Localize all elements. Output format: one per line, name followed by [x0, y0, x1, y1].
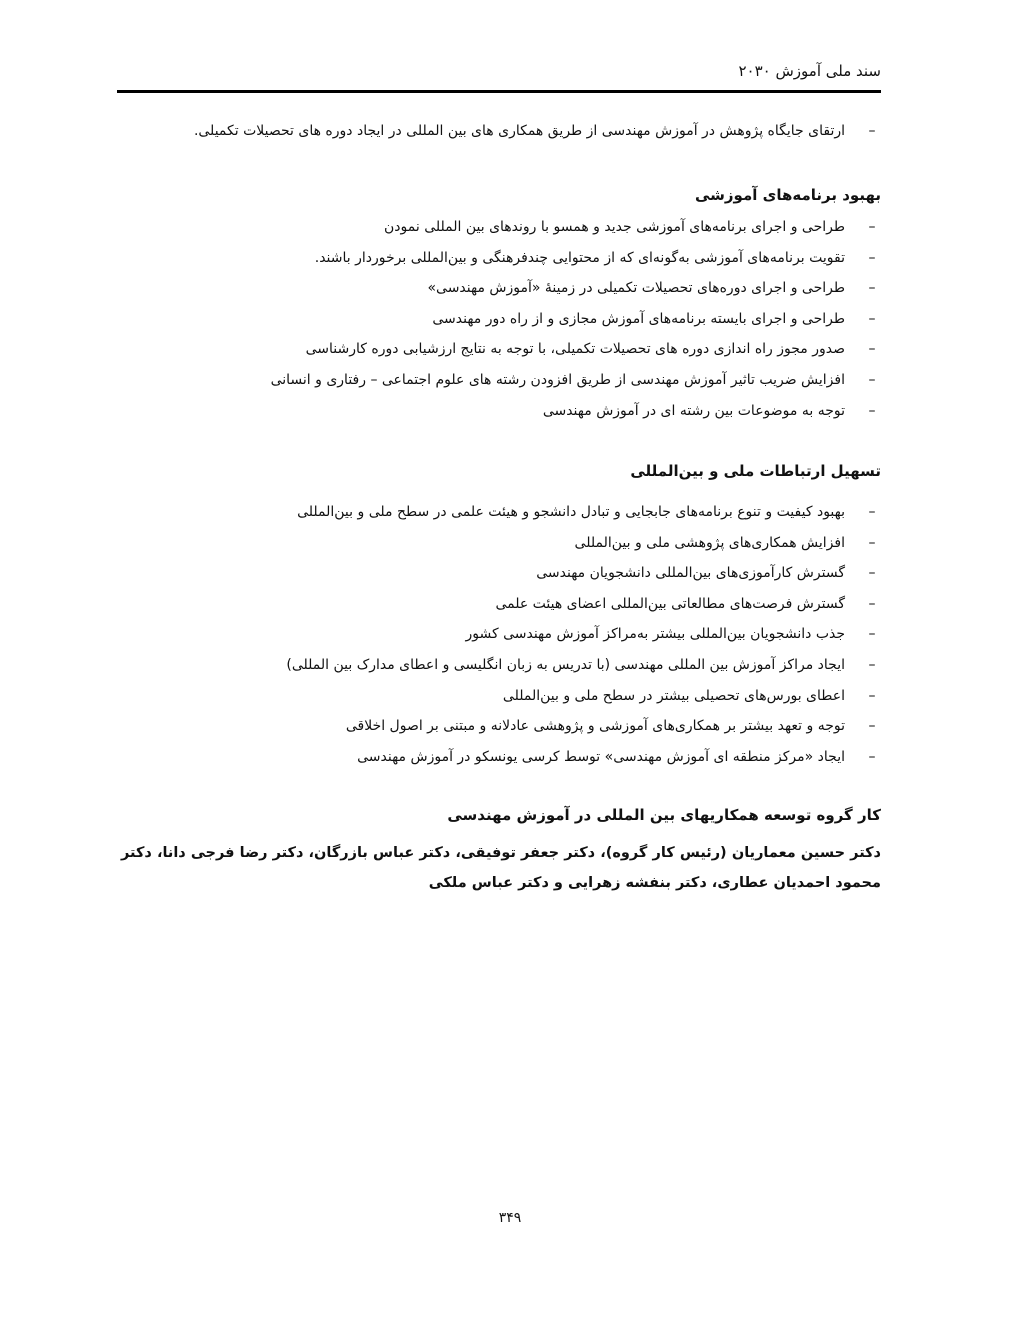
page-header: [117, 58, 881, 93]
list-item: [110, 243, 881, 274]
list-item: [110, 212, 881, 243]
list-item-text: ایجاد مراکز آموزش بین المللی مهندسی (با تدریس به زبان انگلیسی و اعطای مدارک بین المللی): [286, 656, 845, 673]
list-item-text: افزایش همکاری‌های پژوهشی ملی و بین‌المللی: [574, 534, 845, 551]
section-heading-programs: بهبود برنامه‌های آموزشی: [695, 186, 881, 204]
dash-bullet: –: [868, 626, 876, 643]
intro-list-block: [110, 116, 881, 147]
list-item-text: توجه به موضوعات بین رشته ای در آموزش مهندسی: [542, 402, 845, 419]
list-item-text: طراحی و اجرای دوره‌های تحصیلات تکمیلی در زمینهٔ «آموزش مهندسی»: [427, 280, 845, 297]
dash-bullet: –: [868, 341, 876, 358]
list-item: [110, 681, 881, 712]
list-item: [110, 304, 881, 335]
relations-list-block: [110, 497, 881, 772]
header-title: سند ملی آموزش ۲۰۳۰: [738, 62, 881, 80]
working-group-members: دکتر حسین معماریان (رئیس کار گروه)، دکتر جعفر توفیقی، دکتر عباس بازرگان، دکتر رضا فرجی دانا، دکتر محمود احمدیان عطاری، دکتر بنفشه زهرایی و دکتر عباس ملکی: [121, 845, 881, 891]
working-group-title: کار گروه توسعه همکاریهای بین المللی در آموزش مهندسی: [447, 806, 881, 824]
list-item-text: طراحی و اجرای بایسته برنامه‌های آموزش مجازی و از راه دور مهندسی: [432, 310, 845, 327]
list-item-text: ارتقای جایگاه پژوهش در آموزش مهندسی از طریق همکاری های بین المللی در ایجاد دوره های تحصیلات تکمیلی.: [193, 123, 845, 139]
dash-bullet: –: [868, 534, 876, 551]
dash-bullet: –: [868, 219, 876, 235]
dash-bullet: –: [868, 656, 876, 673]
list-item: [110, 528, 881, 559]
list-item: [110, 334, 881, 365]
list-item-text: تقویت برنامه‌های آموزشی به‌گونه‌ای که از محتوایی چندفرهنگی و بین‌المللی برخوردار باشند.: [314, 249, 845, 266]
list-item-text: گسترش کارآموزی‌های بین‌المللی دانشجویان مهندسی: [536, 565, 845, 582]
dash-bullet: –: [868, 310, 876, 327]
list-item-text: صدور مجوز راه اندازی دوره های تحصیلات تکمیلی، با توجه به نتایج ارزشیابی دوره کارشناسی: [305, 341, 845, 358]
list-item-text: گسترش فرصت‌های مطالعاتی بین‌المللی اعضای هیئت علمی: [495, 595, 845, 612]
relations-list: [110, 497, 881, 772]
list-item: [110, 742, 881, 773]
list-item: [110, 116, 881, 147]
dash-bullet: –: [868, 718, 876, 735]
list-item: [110, 497, 881, 528]
list-item: [110, 619, 881, 650]
dash-bullet: –: [868, 748, 876, 765]
list-item-text: طراحی و اجرای برنامه‌های آموزشی جدید و همسو با روندهای بین المللی نمودن: [384, 219, 845, 235]
page-number: ۳۴۹: [498, 1210, 522, 1226]
dash-bullet: –: [868, 123, 876, 139]
dash-bullet: –: [868, 504, 876, 520]
list-item-text: ایجاد «مرکز منطقه ای آموزش مهندسی» توسط کرسی یونسکو در آموزش مهندسی: [357, 748, 845, 765]
dash-bullet: –: [868, 249, 876, 266]
dash-bullet: –: [868, 280, 876, 297]
list-item: [110, 273, 881, 304]
list-item: [110, 650, 881, 681]
list-item: [110, 396, 881, 427]
dash-bullet: –: [868, 565, 876, 582]
list-item-text: بهبود کیفیت و تنوع برنامه‌های جابجایی و تبادل دانشجو و هیئت علمی در سطح ملی و بین‌المللی: [297, 504, 845, 520]
list-item: [110, 365, 881, 396]
dash-bullet: –: [868, 402, 876, 419]
programs-list: [110, 212, 881, 426]
list-item-text: جذب دانشجویان بین‌المللی بیشتر به‌مراکز آموزش مهندسی کشور: [465, 626, 845, 643]
list-item: [110, 558, 881, 589]
dash-bullet: –: [868, 687, 876, 704]
list-item: [110, 589, 881, 620]
dash-bullet: –: [868, 595, 876, 612]
programs-list-block: [110, 212, 881, 426]
list-item-text: توجه و تعهد بیشتر بر همکاری‌های آموزشی و پژوهشی عادلانه و مبتنی بر اصول اخلاقی: [345, 718, 845, 735]
list-item: [110, 711, 881, 742]
dash-bullet: –: [868, 371, 876, 388]
list-item-text: افزایش ضریب تاثیر آموزش مهندسی از طریق افزودن رشته های علوم اجتماعی – رفتاری و انسانی: [270, 371, 845, 388]
list-item-text: اعطای بورس‌های تحصیلی بیشتر در سطح ملی و بین‌المللی: [502, 687, 845, 704]
section-heading-relations: تسهیل ارتباطات ملی و بین‌المللی: [630, 462, 881, 480]
intro-list: [110, 116, 881, 147]
